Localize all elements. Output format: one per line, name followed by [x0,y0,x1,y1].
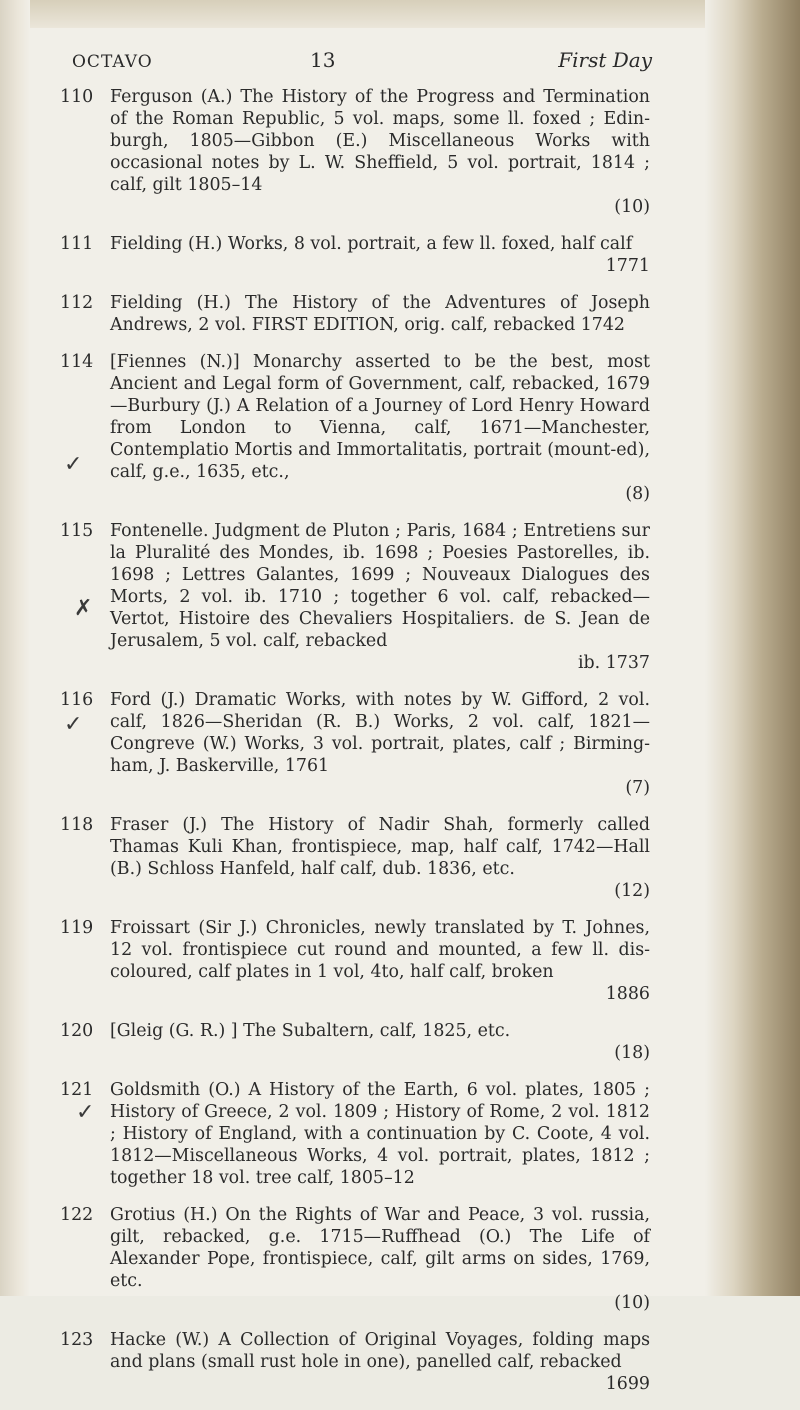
header-format: OCTAVO [72,52,153,72]
lot-119 [60,917,650,1005]
handwritten-cross-mark: ✗ [74,596,93,621]
lot-115 [60,520,650,674]
lot-price: (10) [614,1293,650,1313]
lot-number: 112 [60,293,94,313]
lot-number: 111 [60,234,94,254]
lot-price: 1699 [605,1374,650,1394]
lot-price: 1771 [605,256,650,276]
lot-number: 120 [60,1021,94,1041]
lot-number: 116 [60,690,94,710]
lot-price: (10) [614,197,650,217]
lot-number: 119 [60,918,94,938]
lot-price: ib. 1737 [577,653,650,673]
lot-description: Ferguson (A.) The History of the Progress and Termination of the Roman Republic, 5 vol. maps, some ll. foxed ; Edin-burgh, 1805—Gibbon (E.) Miscellaneous Works with occasional notes by L. W. Sheffield, 5 vol. portrait, 1814 ; calf, gilt 1805–14 [110,87,650,195]
page-left-edge [0,0,30,1296]
lot-description: Hacke (W.) A Collection of Original Voyages, folding maps and plans (small rust hole in one), panelled calf, rebacked [110,1330,650,1372]
lot-description: [Gleig (G. R.) ] The Subaltern, calf, 1825, etc. [110,1021,511,1041]
lot-description: Fielding (H.) Works, 8 vol. portrait, a few ll. foxed, half calf [110,234,633,254]
lot-118 [60,814,650,902]
lot-121 [60,1079,650,1189]
lot-description: [Fiennes (N.)] Monarchy asserted to be the best, most Ancient and Legal form of Government, calf, rebacked, 1679—Burbury (J.) A Relation of a Journey of Lord Henry Howard from London to Vienna, calf, 1671—Manchester, Contemplatio Mortis and Immortalitatis, portrait (mount-ed), calf, g.e., 1635, etc., [110,352,650,482]
handwritten-tick-mark: ✓ [64,712,83,737]
lot-110 [60,86,650,218]
lot-description: Fontenelle. Judgment de Pluton ; Paris, 1684 ; Entretiens sur la Pluralité des Mondes, ib. 1698 ; Poesies Pastorelles, ib. 1698 ; Lettres Galantes, 1699 ; Nouveaux Dialogues des Morts, 2 vol. ib. 1710 ; together 6 vol. calf, rebacked—Vertot, Histoire des Chevaliers Hospitaliers. de S. Jean de Jerusalem, 5 vol. calf, rebacked [110,521,650,651]
lot-description: Ford (J.) Dramatic Works, with notes by W. Gifford, 2 vol. calf, 1826—Sheridan (R. B.) Works, 2 vol. calf, 1821—Congreve (W.) Works, 3 vol. portrait, plates, calf ; Birming-ham, J. Baskerville, 1761 [110,690,650,776]
lot-price: (8) [625,484,650,504]
lot-number: 118 [60,815,94,835]
page-number: 13 [310,48,336,72]
lot-description: Goldsmith (O.) A History of the Earth, 6 vol. plates, 1805 ; History of Greece, 2 vol. 1809 ; History of Rome, 2 vol. 1812 ; History of England, with a continuation by C. Coote, 4 vol. 1812—Miscellaneous Works, 4 vol. portrait, plates, 1812 ; together 18 vol. tree calf, 1805–12 [110,1080,650,1188]
lot-description: Grotius (H.) On the Rights of War and Peace, 3 vol. russia, gilt, rebacked, g.e. 1715—Ruffhead (O.) The Life of Alexander Pope, frontispiece, calf, gilt arms on sides, 1769, etc. [110,1205,650,1291]
lot-price: 1886 [605,984,650,1004]
lot-number: 123 [60,1330,94,1350]
lot-price: (18) [614,1043,650,1063]
lot-number: 121 [60,1080,94,1100]
lot-description: Froissart (Sir J.) Chronicles, newly translated by T. Johnes, 12 vol. frontispiece cut round and mounted, a few ll. dis-coloured, calf plates in 1 vol, 4to, half calf, broken [110,918,650,982]
lot-111 [60,233,650,277]
page-right-edge [705,0,800,1296]
lot-123 [60,1329,650,1395]
lot-number: 115 [60,521,94,541]
lot-114 [60,351,650,505]
header-day: First Day [558,48,652,72]
page-top-edge [0,0,800,28]
lot-116 [60,689,650,799]
handwritten-tick-mark: ✓ [76,1100,95,1125]
lot-number: 114 [60,352,94,372]
running-header [72,48,652,78]
lot-122 [60,1204,650,1314]
lot-list [60,86,650,1410]
lot-number: 110 [60,87,94,107]
lot-number: 122 [60,1205,94,1225]
lot-112 [60,292,650,336]
lot-price: (12) [614,881,650,901]
lot-description: Fielding (H.) The History of the Adventures of Joseph Andrews, 2 vol. FIRST EDITION, orig. calf, rebacked 1742 [110,293,650,335]
lot-description: Fraser (J.) The History of Nadir Shah, formerly called Thamas Kuli Khan, frontispiece, map, half calf, 1742—Hall (B.) Schloss Hanfeld, half calf, dub. 1836, etc. [110,815,650,879]
lot-120 [60,1020,650,1064]
handwritten-tick-mark: ✓ [64,452,83,477]
lot-price: (7) [625,778,650,798]
